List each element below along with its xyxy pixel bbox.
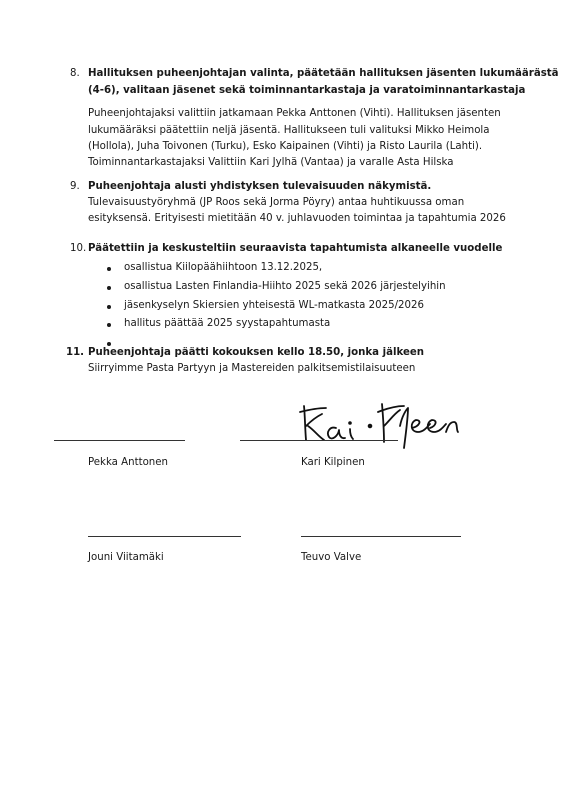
bullet-item: osallistua Lasten Finlandia-Hiihto 2025 sekä 2026 järjestelyihin (124, 281, 446, 292)
item-body-line: lukumääräksi päätettiin neljä jäsentä. Hallitukseen tuli valituksi Mikko Heimola (88, 125, 490, 136)
item-heading-line: Puheenjohtaja alusti yhdistyksen tulevaisuuden näkymistä. (88, 181, 432, 192)
bullet-item: osallistua Kiilopäähiihtoon 13.12.2025, (124, 262, 323, 273)
bullet-item: jäsenkyselyn Skiersien yhteisestä WL-matkasta 2025/2026 (124, 300, 424, 311)
item-body-line: Toiminnantarkastajaksi Valittiin Kari Jylhä (Vantaa) ja varalle Asta Hilska (88, 157, 454, 168)
item-body-line: (Hollola), Juha Toivonen (Turku), Esko Kaipainen (Vihti) ja Risto Laurila (Lahti). (88, 141, 483, 152)
signature-line (240, 440, 398, 441)
bullet-dot (107, 323, 111, 327)
signature-line (54, 440, 185, 441)
item-heading-line: Hallituksen puheenjohtajan valinta, päätetään hallituksen jäsenten lukumäärästä (88, 68, 559, 79)
bullet-item: hallitus päättää 2025 syystapahtumasta (124, 318, 331, 329)
item-heading-line: Päätettiin ja keskusteltiin seuraavista tapahtumista alkaneelle vuodelle (88, 243, 503, 254)
item-body-line: esityksensä. Erityisesti mietitään 40 v. juhlavuoden toimintaa ja tapahtumia 2026 (88, 213, 506, 224)
item-heading-line: Puheenjohtaja päätti kokouksen kello 18.50, jonka jälkeen (88, 347, 425, 358)
item-body-line: Tulevaisuustyöryhmä (JP Roos sekä Jorma Pöyry) antaa huhtikuussa oman (88, 197, 465, 208)
item-heading-line: (4-6), valitaan jäsenet sekä toiminnantarkastaja ja varatoiminnantarkastaja (88, 85, 526, 96)
bullet-dot (107, 267, 111, 271)
signature-line (88, 536, 241, 537)
item-number: 10. (70, 243, 87, 254)
bullet-dot (107, 286, 111, 290)
signatory-name: Teuvo Valve (301, 552, 362, 563)
signatory-name: Kari Kilpinen (301, 457, 365, 468)
bullet-dot (107, 305, 111, 309)
item-number: 11. (66, 347, 85, 358)
item-number: 9. (70, 181, 80, 192)
item-body-line: Siirryimme Pasta Partyyn ja Mastereiden palkitsemistilaisuuteen (88, 363, 416, 374)
handwritten-signature (296, 398, 476, 454)
signature-line (301, 536, 461, 537)
item-body-line: Puheenjohtajaksi valittiin jatkamaan Pekka Anttonen (Vihti). Hallituksen jäsenten (88, 108, 501, 119)
signatory-name: Pekka Anttonen (88, 457, 168, 468)
signatory-name: Jouni Viitamäki (88, 552, 164, 563)
item-number: 8. (70, 68, 80, 79)
